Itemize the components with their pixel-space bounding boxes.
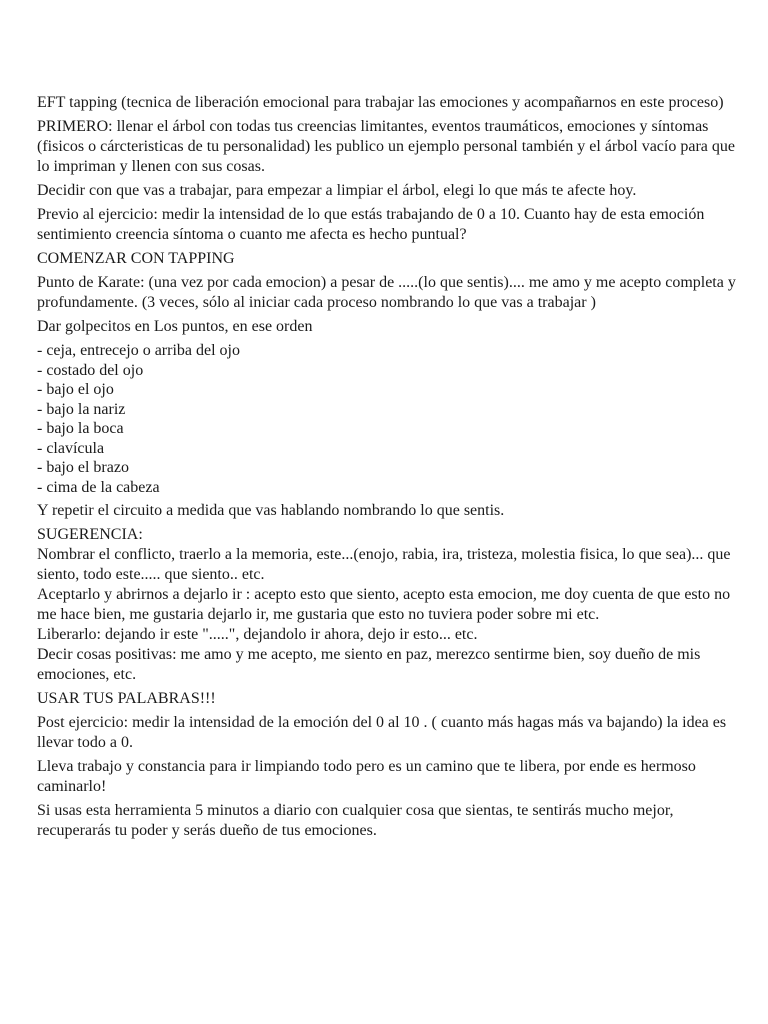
list-item: - ceja, entrecejo o arriba del ojo	[37, 342, 240, 359]
decidir-paragraph: Decidir con que vas a trabajar, para empezar a limpiar el árbol, elegi lo que más te afecte hoy.	[37, 182, 637, 199]
post-paragraph: Post ejercicio: medir la intensidad de la emoción del 0 al 10 . ( cuanto más hagas más va bajando) la idea es llevar todo a 0.	[37, 714, 727, 751]
aceptarlo-paragraph: Aceptarlo y abrirnos a dejarlo ir : acepto esto que siento, acepto esta emocion, me doy cuenta de que esto no me hace bien, me gustaria dejarlo ir, me gustaria que esto no tuviera poder sobre mi etc.	[37, 586, 731, 623]
repetir-paragraph: Y repetir el circuito a medida que vas hablando nombrando lo que sentis.	[37, 502, 505, 519]
list-item: - costado del ojo	[37, 361, 144, 379]
document-body	[37, 93, 737, 845]
si-usas-paragraph: Si usas esta herramienta 5 minutos a diario con cualquier cosa que sientas, te sentirás mucho mejor, recuperarás tu poder y serás dueño de tus emociones.	[37, 802, 674, 839]
list-item: - bajo el brazo	[37, 459, 129, 476]
lleva-paragraph: Lleva trabajo y constancia para ir limpiando todo pero es un camino que te libera, por ende es hermoso caminarlo!	[37, 758, 696, 795]
dar-golpecitos-paragraph: Dar golpecitos en Los puntos, en ese orden	[37, 318, 313, 335]
list-item: - clavícula	[37, 439, 105, 457]
list-item: - bajo la boca	[37, 420, 124, 437]
intro-paragraph: EFT tapping (tecnica de liberación emocional para trabajar las emociones y acompañarnos en este proceso)	[37, 94, 724, 111]
comenzar-heading: COMENZAR CON TAPPING	[37, 250, 235, 267]
decir-paragraph: Decir cosas positivas: me amo y me acepto, me siento en paz, merezco sentirme bien, soy dueño de mis emociones, etc.	[37, 646, 701, 683]
previo-paragraph: Previo al ejercicio: medir la intensidad de lo que estás trabajando de 0 a 10. Cuanto hay de esta emoción sentimiento creencia síntoma o cuanto me afecta es hecho puntual?	[37, 206, 705, 243]
punto-karate-paragraph: Punto de Karate: (una vez por cada emocion) a pesar de .....(lo que sentis).... me amo y me acepto completa y profundamente. (3 veces, sólo al iniciar cada proceso nombrando lo que vas a trabajar )	[37, 274, 736, 311]
list-item: - cima de la cabeza	[37, 478, 160, 496]
usar-heading: USAR TUS PALABRAS!!!	[37, 690, 216, 707]
liberarlo-paragraph: Liberarlo: dejando ir este ".....", dejandolo ir ahora, dejo ir esto... etc.	[37, 626, 478, 643]
primero-paragraph: PRIMERO: llenar el árbol con todas tus creencias limitantes, eventos traumáticos, emociones y síntomas (fisicos o cárcteristicas de tu personalidad) les publico un ejemplo personal también y el árbol vacío para que lo impriman y llenen con sus cosas.	[37, 118, 735, 175]
nombrar-paragraph: Nombrar el conflicto, traerlo a la memoria, este...(enojo, rabia, ira, tristeza, molestia fisica, lo que sea)... que siento, todo este..... que siento.. etc.	[37, 546, 731, 583]
sugerencia-heading: SUGERENCIA:	[37, 526, 143, 543]
list-item: - bajo la nariz	[37, 400, 126, 418]
list-item: - bajo el ojo	[37, 381, 114, 398]
tapping-points-list	[37, 341, 737, 497]
